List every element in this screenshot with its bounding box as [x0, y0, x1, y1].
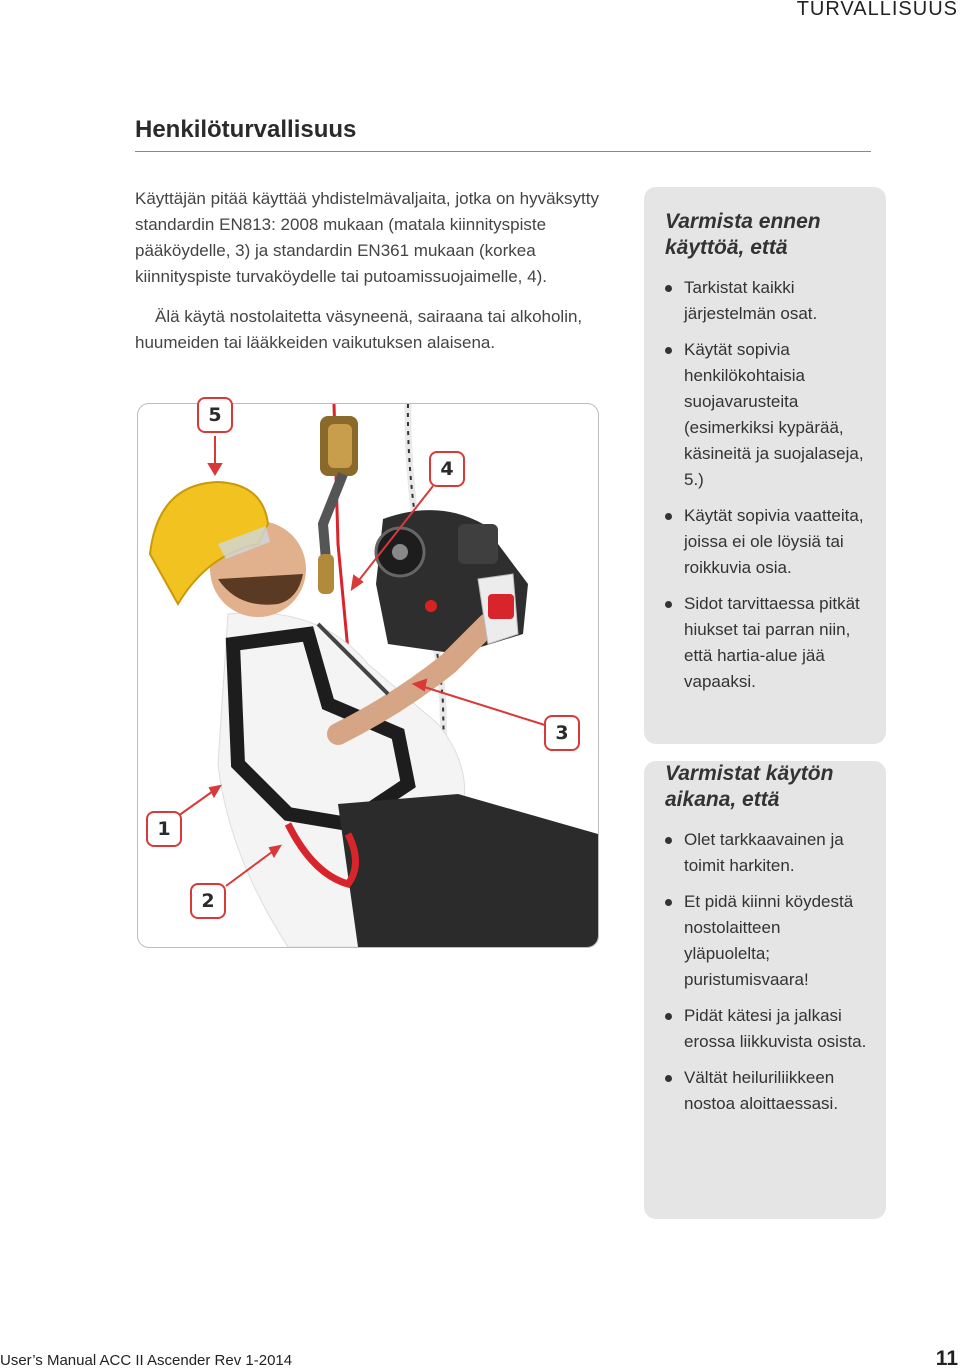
callout-1: 1 — [146, 811, 182, 847]
section-header: TURVALLISUUS — [796, 0, 958, 20]
list-item: Pidät kätesi ja jalkasi erossa liikkuvista osista. — [665, 1003, 868, 1055]
list-item: Käytät sopivia henkilökohtaisia suojavarusteita (esimerkiksi kypärää, käsineitä ja suojalaseja, 5.) — [665, 337, 868, 493]
callout-2: 2 — [190, 883, 226, 919]
page-title: Henkilöturvallisuus — [135, 116, 357, 143]
list-item: Käytät sopivia vaatteita, joissa ei ole löysiä tai roikkuvia osia. — [665, 503, 868, 581]
page-number: 11 — [935, 1347, 958, 1370]
before-use-panel — [644, 187, 886, 744]
during-use-list — [665, 827, 868, 1117]
climber-photo — [137, 403, 599, 948]
list-item: Sidot tarvittaessa pitkät hiukset tai parran niin, että hartia-alue jää vapaaksi. — [665, 591, 868, 695]
list-item: Vältät heiluriliikkeen nostoa aloittaessasi. — [665, 1065, 868, 1117]
intro-text — [135, 186, 615, 356]
list-item: Olet tarkkaavainen ja toimit harkiten. — [665, 827, 868, 879]
list-item: Et pidä kiinni köydestä nostolaitteen yläpuolelta; puristumisvaara! — [665, 889, 868, 993]
during-use-panel — [644, 761, 886, 1219]
callout-4: 4 — [429, 451, 465, 487]
intro-paragraph-2: Älä käytä nostolaitetta väsyneenä, sairaana tai alkoholin, huumeiden tai lääkkeiden vaikutuksen alaisena. — [135, 307, 583, 352]
callout-5: 5 — [197, 397, 233, 433]
climber-illustration — [138, 404, 598, 947]
footer-manual-title: User’s Manual ACC II Ascender Rev 1-2014 — [0, 1352, 293, 1369]
intro-paragraph-1: Käyttäjän pitää käyttää yhdistelmävaljaita, jotka on hyväksytty standardin EN813: 2008 mukaan (matala kiinnityspiste pääköydelle, 3) ja standardin EN361 mukaan (korkea kiinnityspiste turvaköydelle tai putoamissuojaimelle, 4). — [135, 189, 599, 286]
before-use-heading: Varmista ennen käyttöä, että — [665, 210, 821, 259]
list-item: Tarkistat kaikki järjestelmän osat. — [665, 275, 868, 327]
title-divider — [135, 151, 871, 152]
during-use-heading: Varmistat käytön aikana, että — [665, 762, 834, 811]
callout-3: 3 — [544, 715, 580, 751]
before-use-list — [665, 275, 868, 695]
